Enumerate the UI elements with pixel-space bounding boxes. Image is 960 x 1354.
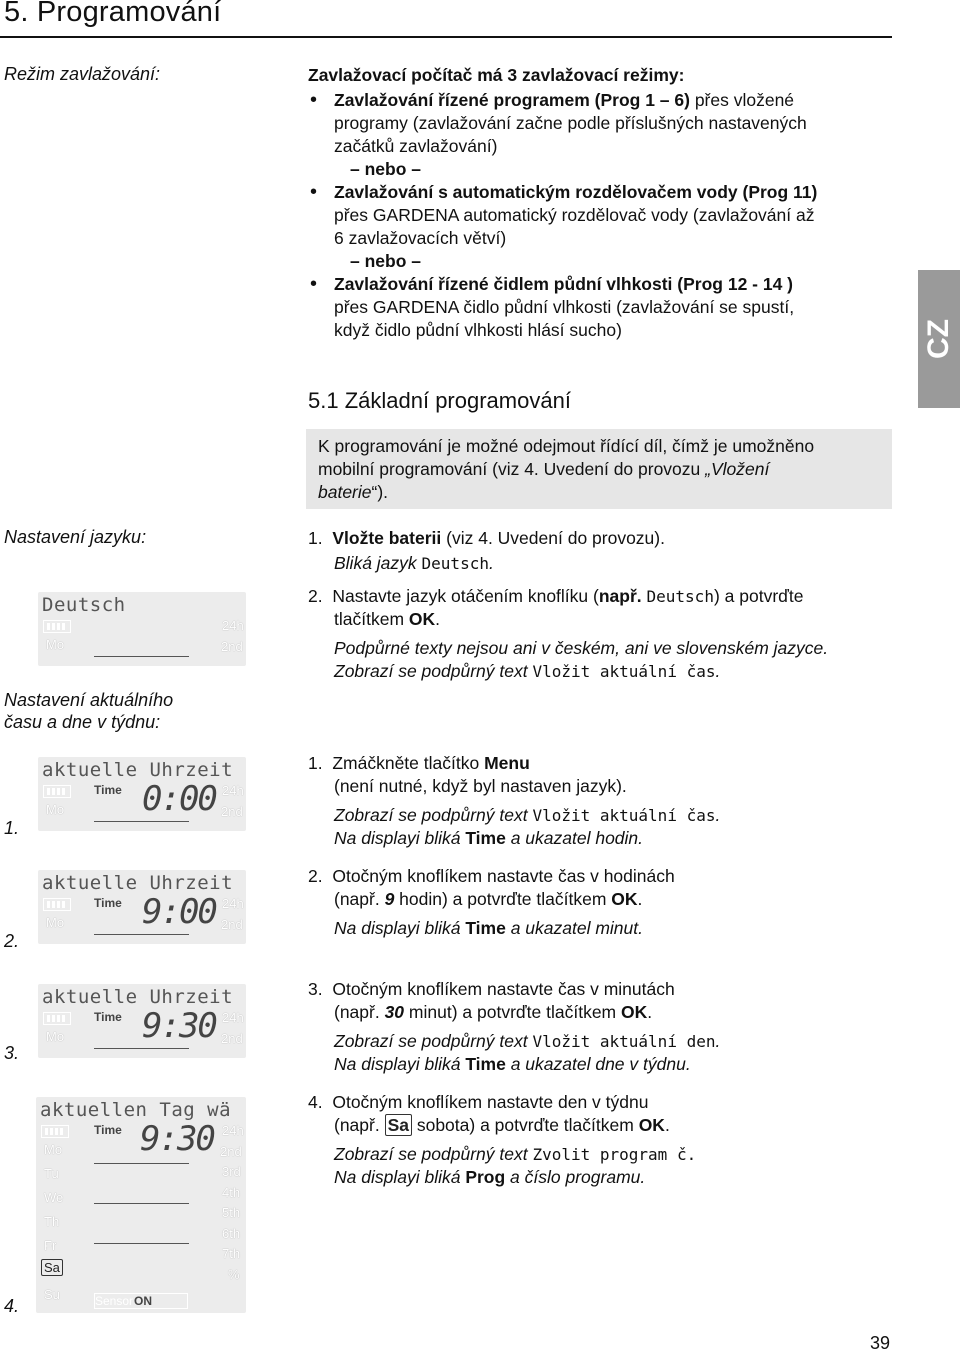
lcd-title: Deutsch [42, 594, 126, 616]
lcd-right-label: 6th [222, 1226, 241, 1241]
language-step1-note: Bliká jazyk Deutsch. [334, 553, 494, 573]
lcd-24h: 24h [222, 618, 244, 633]
lcd-day: Mo [46, 802, 65, 817]
language-tab-label: CZ [922, 319, 955, 359]
lcd-display-time-2 [38, 870, 246, 944]
lcd-day-th: Th [44, 1214, 60, 1229]
battery-icon [43, 1012, 71, 1025]
language-steps [308, 527, 892, 683]
lcd-day-fr: Fr [44, 1238, 57, 1253]
modes-label: Režim zavlažování: [4, 64, 161, 84]
lcd-display-language [38, 592, 246, 666]
language-step1: 1. Vložte baterii (viz 4. Uvedení do provozu). [308, 528, 665, 548]
mode1-text: přes vložené [689, 90, 795, 110]
lcd-day: Mo [46, 915, 65, 930]
mode-item [308, 89, 888, 158]
step-number: 4. [4, 1296, 20, 1316]
title-rule [0, 36, 892, 38]
lcd-right-label: 4th [222, 1185, 241, 1200]
lcd-line [94, 1243, 189, 1244]
modes-intro: Zavlažovací počítač má 3 zavlažovací režimy: [308, 65, 685, 85]
mode3-title: Zavlažování řízené čidlem půdní vlhkosti (Prog 12 - 14 ) [334, 274, 794, 294]
lcd-right-label: 7th [222, 1246, 241, 1261]
lcd-right-label: 24h [222, 1123, 244, 1138]
language-step2-note2: Zobrazí se podpůrný text Vložit aktuální čas. [334, 661, 721, 681]
mode2-line2: přes GARDENA automatický rozdělovač vody (zavlažování až [334, 205, 815, 225]
step-number: 3. [4, 1043, 20, 1063]
modes-text [308, 64, 888, 342]
lcd-2nd: 2nd [221, 804, 243, 819]
lcd-time: 9:30 [142, 1006, 216, 1046]
lcd-sensor-indicator: SensorON [94, 1293, 188, 1309]
lcd-time: 9:00 [142, 892, 216, 932]
section-heading: 5.1 Základní programování [308, 388, 571, 413]
step-number: 1. [4, 818, 20, 838]
lcd-time-label: Time [94, 1123, 122, 1137]
lcd-title: aktuelle Uhrzeit [42, 872, 234, 894]
lcd-24h: 24h [222, 896, 244, 911]
battery-icon [43, 785, 71, 798]
note-line2-italic: „Vložení [705, 459, 770, 479]
time-step4: 4. Otočným knoflíkem nastavte den v týdnu (např. Sa sobota) a potvrďte tlačítkem OK. Zobrazí se podpůrný text Zvolit program č. Na displayi bliká Prog a číslo programu. [308, 1092, 697, 1187]
language-tab [918, 270, 960, 408]
lcd-day: Mo [46, 637, 65, 652]
mode-item [308, 273, 888, 342]
or-separator: – nebo – [350, 159, 421, 179]
lcd-24h: 24h [222, 783, 244, 798]
lcd-2nd: 2nd [221, 639, 243, 654]
lcd-line [94, 1203, 189, 1204]
page-title: 5. Programování [4, 0, 222, 28]
lcd-day-mo: Mo [44, 1142, 63, 1157]
lcd-title: aktuellen Tag wä [40, 1099, 232, 1121]
note-line1: K programování je možné odejmout řídící díl, čímž je umožněno [318, 436, 815, 456]
lcd-right-label: 3rd [222, 1164, 241, 1179]
lcd-24h: 24h [222, 1010, 244, 1025]
mode1-line2: programy (zavlažování začne podle příslušných nastavených [334, 113, 807, 133]
battery-icon [41, 1125, 69, 1138]
mode3-line3: když čidlo půdní vlhkosti hlásí sucho) [334, 320, 622, 340]
lcd-line [94, 1048, 189, 1049]
language-step2-note: Podpůrné texty nejsou ani v českém, ani ve slovenském jazyce. [334, 638, 829, 658]
lcd-right-label: 2nd [220, 1144, 242, 1159]
or-separator: – nebo – [350, 251, 421, 271]
lcd-display-time-1 [38, 757, 246, 831]
mode3-line2: přes GARDENA čidlo půdní vlhkosti (zavlažování se spustí, [334, 297, 795, 317]
mode1-title: Zavlažování řízené programem (Prog 1 – 6) [334, 90, 690, 110]
lcd-line [94, 656, 189, 657]
lcd-display-day [36, 1097, 246, 1313]
time-label: Nastavení aktuálního času a dne v týdnu: [4, 690, 174, 732]
lcd-2nd: 2nd [221, 1031, 243, 1046]
lcd-line [94, 821, 189, 822]
time-step1: 1. Zmáčkněte tlačítko Menu (není nutné, když byl nastaven jazyk). Zobrazí se podpůrný text Vložit aktuální čas. Na displayi bliká Time a ukazatel hodin. [308, 753, 721, 848]
lcd-time-label: Time [94, 783, 122, 797]
note-line3-italic: baterie [318, 482, 372, 502]
lcd-day-we: We [44, 1190, 64, 1205]
battery-icon [43, 620, 71, 633]
lcd-display-time-3 [38, 984, 246, 1058]
lcd-day-sa: Sa [41, 1260, 63, 1275]
time-step3: 3. Otočným knoflíkem nastavte čas v minutách (např. 30 minut) a potvrďte tlačítkem OK. Zobrazí se podpůrný text Vložit aktuální den. Na displayi bliká Time a ukazatel dne v týdnu. [308, 979, 721, 1074]
lcd-time: 0:00 [142, 779, 216, 819]
step-number: 2. [4, 931, 20, 951]
mode2-title: Zavlažování s automatickým rozdělovačem vody (Prog 11) [334, 182, 818, 202]
battery-icon [43, 898, 71, 911]
lcd-day-tu: Tu [44, 1166, 59, 1181]
lcd-right-label: 5th [222, 1205, 241, 1220]
lcd-day: Mo [46, 1029, 65, 1044]
lcd-time: 9:30 [140, 1119, 214, 1159]
mode-item [308, 181, 888, 250]
note-box [306, 429, 892, 509]
lcd-title: aktuelle Uhrzeit [42, 759, 234, 781]
lcd-day-su: Su [44, 1287, 60, 1302]
lcd-percent: % [228, 1267, 240, 1282]
note-line3-end: “). [371, 482, 389, 502]
lcd-title: aktuelle Uhrzeit [42, 986, 234, 1008]
lcd-line [94, 1163, 189, 1164]
mode1-line3: začátků zavlažování) [334, 136, 498, 156]
language-step2: 2. Nastavte jazyk otáčením knoflíku (např. Deutsch) a potvrďte [308, 586, 804, 606]
lcd-time-label: Time [94, 896, 122, 910]
lcd-2nd: 2nd [221, 917, 243, 932]
language-step2-confirm: tlačítkem OK. [334, 609, 441, 629]
language-label: Nastavení jazyku: [4, 527, 147, 547]
lcd-line [94, 934, 189, 935]
page-number: 39 [870, 1333, 891, 1353]
note-line2: mobilní programování (viz 4. Uvedení do provozu [318, 459, 706, 479]
mode2-line3: 6 zavlažovacích větví) [334, 228, 507, 248]
lcd-time-label: Time [94, 1010, 122, 1024]
time-step2: 2. Otočným knoflíkem nastavte čas v hodinách (např. 9 hodin) a potvrďte tlačítkem OK. Na displayi bliká Time a ukazatel minut. [308, 866, 675, 938]
